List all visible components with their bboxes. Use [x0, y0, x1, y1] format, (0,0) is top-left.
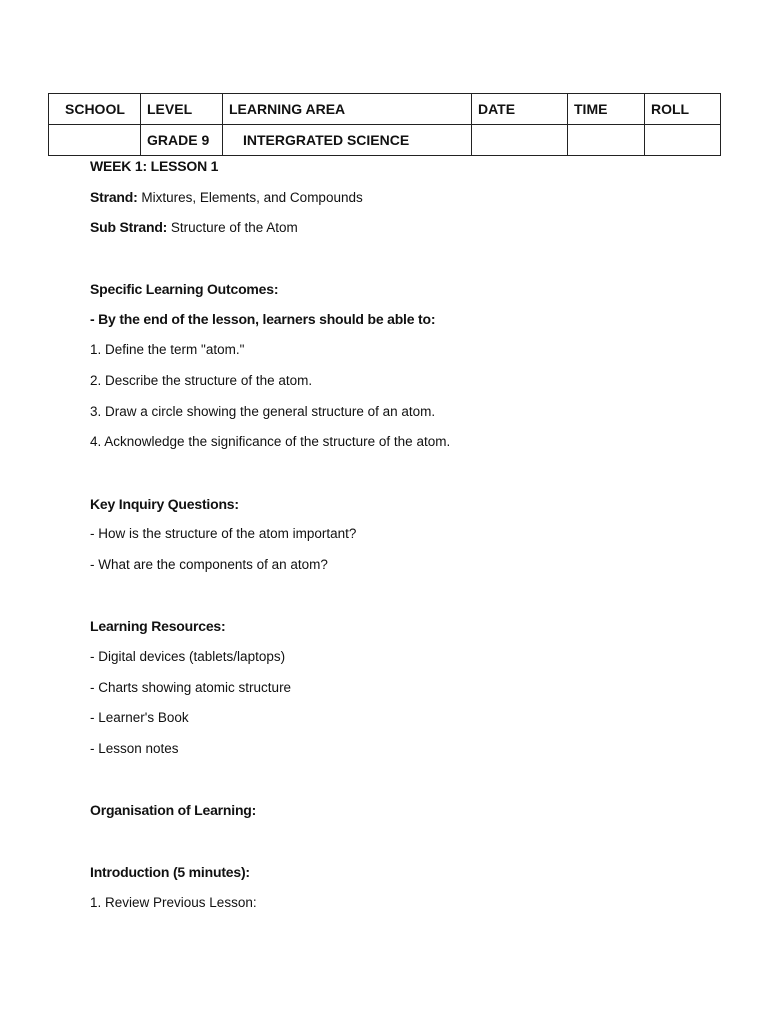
cell-school: [49, 125, 141, 156]
inquiry-heading: Key Inquiry Questions:: [90, 495, 239, 512]
list-item: - Digital devices (tablets/laptops): [90, 649, 286, 664]
list-item: 1. Define the term "atom.": [90, 342, 245, 358]
list-item: 2. Describe the structure of the atom.: [90, 372, 313, 388]
list-item: 3. Draw a circle showing the general structure of an atom.: [90, 403, 436, 419]
strand-line: [90, 187, 730, 218]
cell-date: [472, 125, 568, 156]
outcomes-intro: - By the end of the lesson, learners should be able to:: [90, 311, 436, 328]
week-lesson-heading: WEEK 1: LESSON 1: [90, 158, 219, 174]
organisation-heading: Organisation of Learning:: [90, 802, 257, 819]
lesson-content: [90, 156, 730, 923]
header-roll: ROLL: [645, 94, 721, 125]
list-item: - Learner's Book: [90, 710, 189, 726]
table-row: [49, 125, 721, 156]
list-item: - How is the structure of the atom important?: [90, 526, 357, 542]
cell-learning-area: INTERGRATED SCIENCE: [223, 125, 472, 156]
sub-strand-value: Structure of the Atom: [170, 220, 298, 236]
cell-roll: [645, 125, 721, 156]
sub-strand-label: Sub Strand:: [90, 219, 168, 236]
resources-heading: Learning Resources:: [90, 618, 226, 635]
outcomes-heading: Specific Learning Outcomes:: [90, 280, 279, 297]
header-school: SCHOOL: [49, 94, 141, 125]
table-header-row: [49, 94, 721, 125]
cell-time: [568, 125, 645, 156]
introduction-heading: Introduction (5 minutes):: [90, 863, 250, 880]
list-item: 4. Acknowledge the significance of the structure of the atom.: [90, 434, 451, 450]
lesson-header-table: [48, 93, 721, 156]
list-item: - What are the components of an atom?: [90, 556, 328, 572]
header-time: TIME: [568, 94, 645, 125]
list-item: - Charts showing atomic structure: [90, 679, 292, 695]
strand-label: Strand:: [90, 188, 138, 205]
list-item: 1. Review Previous Lesson:: [90, 894, 257, 910]
header-learning-area: LEARNING AREA: [223, 94, 472, 125]
header-level: LEVEL: [141, 94, 223, 125]
sub-strand-line: [90, 217, 730, 248]
cell-level: GRADE 9: [141, 125, 223, 156]
header-date: DATE: [472, 94, 568, 125]
strand-value: Mixtures, Elements, and Compounds: [141, 189, 363, 205]
list-item: - Lesson notes: [90, 741, 179, 757]
